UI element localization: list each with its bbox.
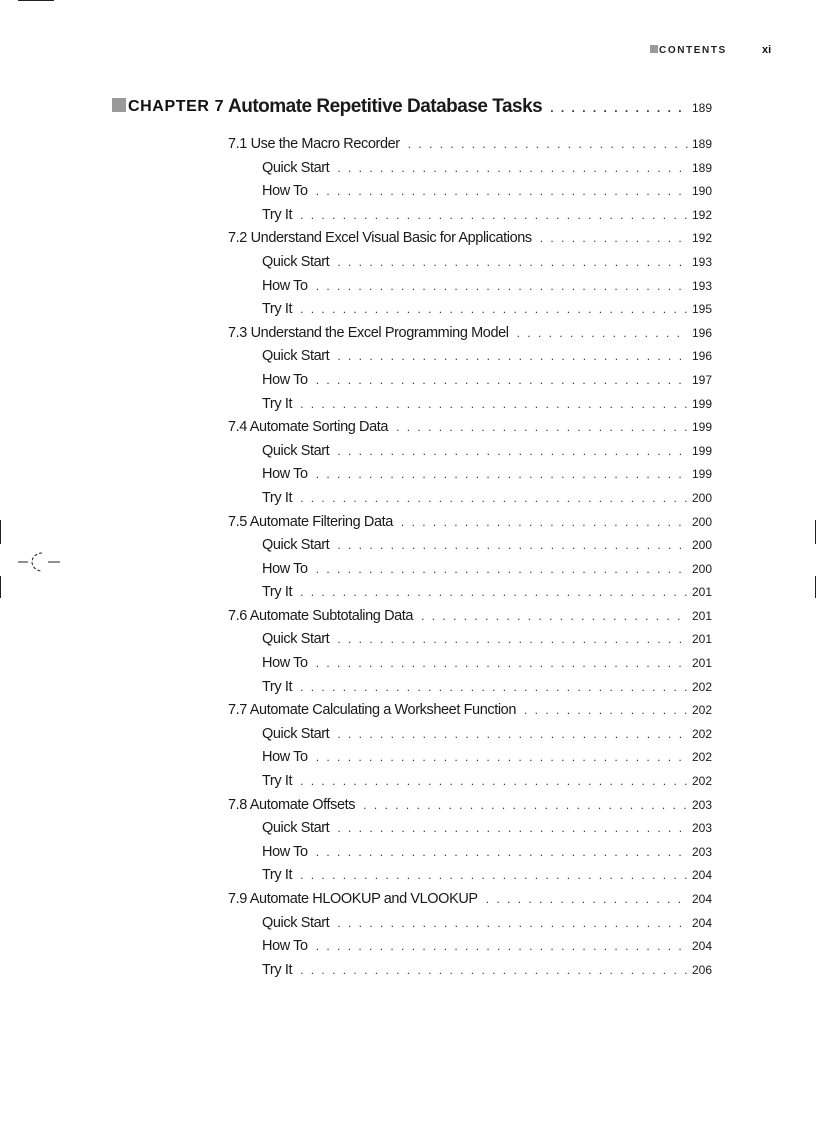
dot-leader: [316, 656, 688, 670]
toc-page-number: 203: [691, 797, 712, 812]
toc-page-number: 192: [691, 207, 712, 222]
toc-subsection-row[interactable]: [228, 915, 712, 939]
subsection-label: How To: [262, 843, 308, 860]
subsection-label: Try It: [262, 773, 293, 790]
dot-leader: [396, 420, 688, 434]
chapter-label: [112, 98, 224, 116]
toc-page-number: 203: [691, 821, 712, 836]
section-title: 7.4 Automate Sorting Data: [228, 419, 389, 436]
section-title: 7.6 Automate Subtotaling Data: [228, 607, 414, 624]
dot-leader: [300, 868, 688, 882]
section-title: 7.7 Automate Calculating a Worksheet Function: [228, 702, 517, 719]
toc-subsection-row[interactable]: [228, 844, 712, 868]
toc-page-number: 202: [691, 703, 712, 718]
toc-section-row[interactable]: [228, 136, 712, 160]
section-title: 7.9 Automate HLOOKUP and VLOOKUP: [228, 891, 478, 907]
toc-page-number: 189: [691, 160, 712, 175]
toc-page-number: 200: [691, 561, 712, 576]
dot-leader: [363, 798, 688, 812]
toc-page-number: 203: [691, 844, 712, 859]
toc-subsection-row[interactable]: [228, 584, 712, 608]
toc-subsection-row[interactable]: [228, 726, 712, 750]
dot-leader: [316, 750, 688, 764]
toc-page-number: 199: [691, 396, 712, 411]
section-title: 7.5 Automate Filtering Data: [228, 513, 393, 530]
toc-page-number: 204: [691, 892, 712, 906]
dot-leader: [540, 231, 688, 245]
toc-page-number: 200: [691, 490, 712, 505]
subsection-label: Quick Start: [262, 442, 330, 459]
toc-page-number: 195: [691, 302, 712, 317]
toc-section-row[interactable]: [228, 608, 712, 632]
toc-subsection-row[interactable]: [228, 962, 712, 986]
toc-page-number: 192: [691, 231, 712, 246]
toc-subsection-row[interactable]: [228, 749, 712, 773]
toc-page-number: 204: [691, 915, 712, 930]
toc-subsection-row[interactable]: [228, 301, 712, 325]
dot-leader: [300, 208, 688, 222]
dot-leader: [337, 821, 688, 835]
subsection-label: Try It: [262, 584, 293, 601]
toc-section-row[interactable]: [228, 514, 712, 538]
dot-leader: [337, 538, 688, 552]
running-head-text: CONTENTS: [659, 45, 727, 56]
dot-leader: [421, 609, 688, 623]
dot-leader: [401, 515, 688, 529]
toc-page-number: 206: [691, 962, 712, 977]
toc-page-number: 202: [691, 750, 712, 765]
dot-leader: [316, 467, 688, 481]
crop-mark-left-upper: [0, 520, 1, 544]
toc-page-number: 202: [691, 774, 712, 789]
subsection-label: Quick Start: [262, 914, 330, 931]
page-number: xi: [762, 44, 772, 56]
dot-leader: [300, 491, 688, 505]
subsection-label: How To: [262, 560, 308, 577]
toc-page-number: 200: [691, 514, 712, 529]
dot-leader: [316, 184, 688, 198]
toc-subsection-row[interactable]: [228, 348, 712, 372]
toc-subsection-row[interactable]: [228, 278, 712, 302]
toc-subsection-row[interactable]: [228, 537, 712, 561]
dot-leader: [300, 585, 688, 599]
table-of-contents: [228, 96, 712, 985]
chapter-title: Automate Repetitive Database Tasks: [228, 96, 543, 117]
toc-page-number: 196: [691, 349, 712, 364]
subsection-label: Quick Start: [262, 159, 330, 176]
toc-page-number: 201: [691, 608, 712, 623]
toc-subsection-row[interactable]: [228, 490, 712, 514]
subsection-label: Quick Start: [262, 725, 330, 742]
subsection-label: How To: [262, 183, 308, 200]
toc-subsection-row[interactable]: [228, 679, 712, 703]
subsection-label: How To: [262, 371, 308, 388]
subsection-label: Quick Start: [262, 537, 330, 554]
dot-leader: [550, 101, 688, 115]
dot-leader: [300, 963, 688, 977]
toc-subsection-row[interactable]: [228, 773, 712, 797]
dot-leader: [408, 137, 688, 151]
subsection-label: How To: [262, 938, 308, 955]
toc-page-number: 190: [691, 184, 712, 199]
crop-mark-top: [18, 0, 54, 1]
subsection-label: Try It: [262, 961, 293, 978]
toc-subsection-row[interactable]: [228, 561, 712, 585]
toc-section-row[interactable]: [228, 230, 712, 254]
toc-section-row[interactable]: [228, 419, 712, 443]
dot-leader: [337, 444, 688, 458]
subsection-label: Try It: [262, 206, 293, 223]
toc-page-number: 204: [691, 939, 712, 954]
toc-page-number: 189: [691, 137, 712, 151]
dot-leader: [300, 774, 688, 788]
subsection-label: Quick Start: [262, 631, 330, 648]
dot-leader: [316, 845, 688, 859]
dot-leader: [337, 916, 688, 930]
toc-subsection-row[interactable]: [228, 372, 712, 396]
chapter-page: 189: [691, 101, 712, 115]
toc-subsection-row[interactable]: [228, 820, 712, 844]
toc-subsection-row[interactable]: [228, 443, 712, 467]
toc-subsection-row[interactable]: [228, 160, 712, 184]
dot-leader: [337, 161, 688, 175]
toc-subsection-row[interactable]: [228, 396, 712, 420]
toc-subsection-row[interactable]: [228, 655, 712, 679]
subsection-label: Try It: [262, 301, 293, 318]
dot-leader: [337, 727, 688, 741]
subsection-label: Try It: [262, 489, 293, 506]
dot-leader: [316, 939, 688, 953]
dot-leader: [524, 703, 688, 717]
toc-page-number: 204: [691, 868, 712, 883]
toc-subsection-row[interactable]: [228, 207, 712, 231]
toc-section-row[interactable]: [228, 891, 712, 915]
toc-section-row[interactable]: [228, 797, 712, 821]
section-title: 7.8 Automate Offsets: [228, 796, 356, 813]
subsection-label: How To: [262, 466, 308, 483]
dot-leader: [337, 255, 688, 269]
toc-page-number: 193: [691, 254, 712, 269]
toc-subsection-row[interactable]: [228, 867, 712, 891]
toc-subsection-row[interactable]: [228, 631, 712, 655]
dot-leader: [517, 326, 688, 340]
subsection-label: Try It: [262, 395, 293, 412]
toc-page-number: 202: [691, 726, 712, 741]
toc-page-number: 199: [691, 467, 712, 482]
toc-page-number: 197: [691, 372, 712, 387]
toc-page-number: 201: [691, 632, 712, 647]
dot-leader: [316, 373, 688, 387]
section-title: 7.1 Use the Macro Recorder: [228, 136, 400, 152]
toc-page-number: 196: [691, 325, 712, 340]
subsection-label: Try It: [262, 867, 293, 884]
dot-leader: [300, 302, 688, 316]
toc-page-number: 200: [691, 538, 712, 553]
dot-leader: [300, 680, 688, 694]
registration-mark-icon: [18, 550, 60, 574]
subsection-label: How To: [262, 749, 308, 766]
subsection-label: How To: [262, 655, 308, 672]
toc-page-number: 199: [691, 443, 712, 458]
crop-mark-left-lower: [0, 576, 1, 598]
toc-page-number: 201: [691, 656, 712, 671]
dot-leader: [316, 279, 688, 293]
running-head: [650, 45, 727, 56]
dot-leader: [337, 632, 688, 646]
toc-subsection-row[interactable]: [228, 938, 712, 962]
dot-leader: [300, 397, 688, 411]
toc-subsection-row[interactable]: [228, 183, 712, 207]
subsection-label: Quick Start: [262, 820, 330, 837]
dot-leader: [486, 892, 688, 906]
chapter-title-row[interactable]: [228, 96, 712, 136]
dot-leader: [316, 562, 688, 576]
chapter-label-text: CHAPTER 7: [128, 98, 225, 115]
subsection-label: Try It: [262, 678, 293, 695]
toc-page-number: 201: [691, 585, 712, 600]
subsection-label: Quick Start: [262, 253, 330, 270]
section-title: 7.2 Understand Excel Visual Basic for Applications: [228, 230, 532, 247]
toc-section-row[interactable]: [228, 325, 712, 349]
subsection-label: How To: [262, 277, 308, 294]
section-title: 7.3 Understand the Excel Programming Model: [228, 324, 509, 341]
subsection-label: Quick Start: [262, 348, 330, 365]
toc-subsection-row[interactable]: [228, 466, 712, 490]
square-bullet-icon: [112, 98, 126, 112]
toc-page-number: 199: [691, 420, 712, 435]
toc-page-number: 193: [691, 278, 712, 293]
dot-leader: [337, 349, 688, 363]
square-bullet-icon: [650, 45, 658, 53]
toc-subsection-row[interactable]: [228, 254, 712, 278]
toc-page-number: 202: [691, 679, 712, 694]
toc-section-row[interactable]: [228, 702, 712, 726]
